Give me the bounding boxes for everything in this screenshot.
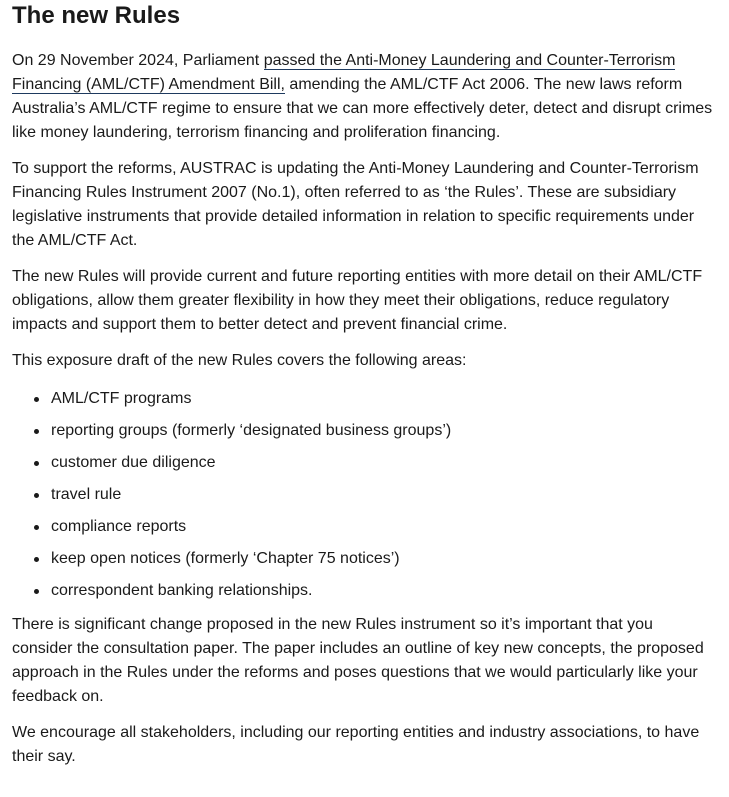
list-item (39, 451, 717, 475)
list-item (39, 419, 717, 443)
bullet-icon (34, 461, 39, 466)
amendment-bill-link[interactable]: passed the Anti-Money Laundering and Counter-Terrorism Financing (AML/CTF) Amendment Bill, (12, 52, 676, 93)
list-item-label: correspondent banking relationships. (51, 582, 313, 599)
list-item-label: AML/CTF programs (51, 390, 192, 407)
intro-text-before-link: On 29 November 2024, Parliament (12, 52, 264, 69)
list-item (39, 515, 717, 539)
list-item-label: keep open notices (formerly ‘Chapter 75 notices’) (51, 550, 400, 567)
section-heading: The new Rules (12, 2, 181, 29)
bullet-icon (34, 397, 39, 402)
list-item-label: compliance reports (51, 518, 187, 535)
exposure-draft-paragraph: This exposure draft of the new Rules covers the following areas: (12, 352, 467, 369)
new-rules-paragraph: The new Rules will provide current and future reporting entities with more detail on their AML/CTF obligations, allow them greater flexibility in how they meet their obligations, reduce regulatory impacts and support them to better detect and prevent financial crime. (12, 268, 703, 333)
list-item (39, 387, 717, 411)
list-item-label: reporting groups (formerly ‘designated business groups’) (51, 422, 452, 439)
intro-paragraph (12, 49, 717, 145)
list-item (39, 579, 717, 603)
bullet-icon (34, 429, 39, 434)
list-item (39, 483, 717, 507)
bullet-icon (34, 589, 39, 594)
list-item-label: travel rule (51, 486, 122, 503)
bullet-icon (34, 493, 39, 498)
encourage-stakeholders-paragraph: We encourage all stakeholders, including our reporting entities and industry associations, to have their say. (12, 724, 700, 765)
intro-text-after-link: amending the AML/CTF Act 2006. The new laws reform Australia’s AML/CTF regime to ensure that we can more effectively deter, detect and disrupt crimes like money laundering, terrorism financing and proliferation financing. (12, 76, 713, 141)
significant-change-paragraph: There is significant change proposed in the new Rules instrument so it’s important that you consider the consultation paper. The paper includes an outline of key new concepts, the proposed approach in the Rules under the reforms and poses questions that we would particularly like your feedback on. (12, 616, 704, 705)
bullet-icon (34, 557, 39, 562)
areas-list (12, 387, 717, 603)
bullet-icon (34, 525, 39, 530)
reforms-paragraph: To support the reforms, AUSTRAC is updating the Anti-Money Laundering and Counter-Terrorism Financing Rules Instrument 2007 (No.1), often referred to as ‘the Rules’. These are subsidiary legislative instruments that provide detailed information in relation to specific requirements under the AML/CTF Act. (12, 160, 699, 249)
list-item (39, 547, 717, 571)
list-item-label: customer due diligence (51, 454, 216, 471)
